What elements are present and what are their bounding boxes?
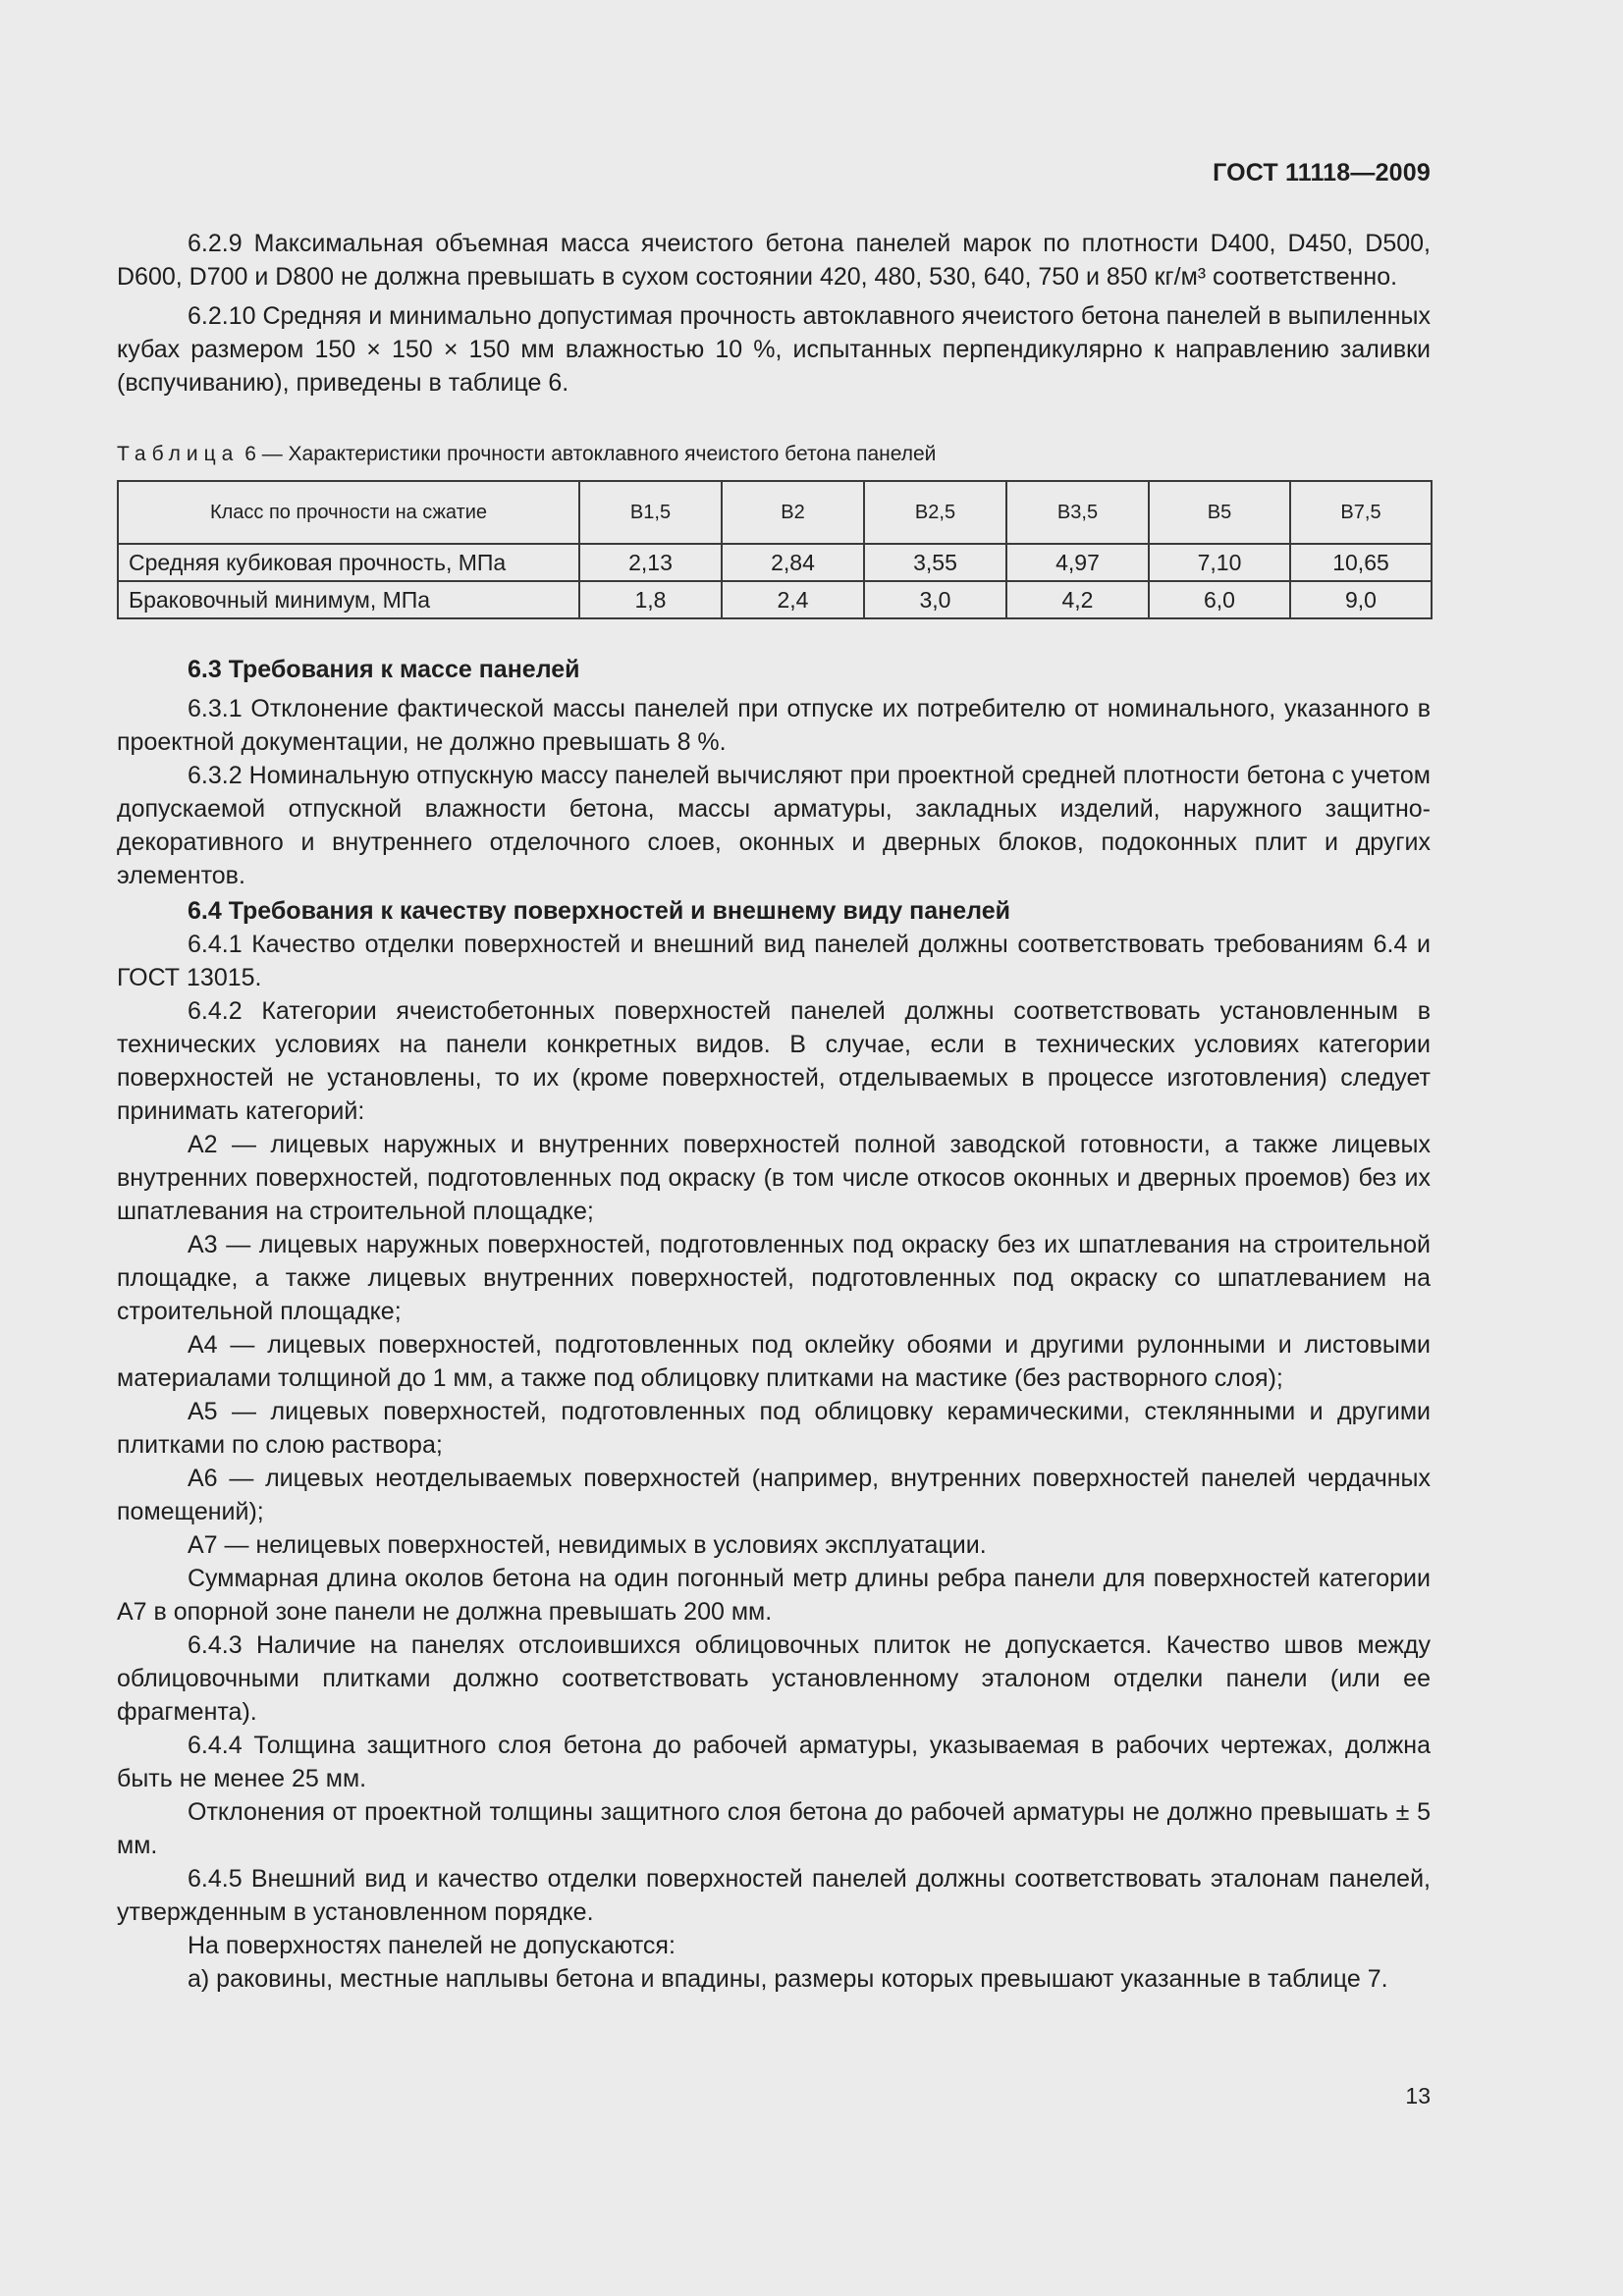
paragraph-cover-deviation: Отклонения от проектной толщины защитного слоя бетона до рабочей арматуры не должно превышать ± 5 мм. xyxy=(117,1798,1431,1859)
paragraph-category-a3: А3 — лицевых наружных поверхностей, подготовленных под окраску без их шпатлевания на строительной площадке, а также лицевых внутренних поверхностей, подготовленных под окраску со шпатлеванием на строительной площадке; xyxy=(117,1231,1431,1325)
table-caption xyxy=(117,441,1431,468)
table-row-label: Браковочный минимум, МПа xyxy=(118,581,579,618)
paragraph-6-4-1: 6.4.1 Качество отделки поверхностей и внешний вид панелей должны соответствовать требованиям 6.4 и ГОСТ 13015. xyxy=(117,931,1431,991)
table-header-cell: B7,5 xyxy=(1290,481,1432,544)
table-row xyxy=(118,544,1432,581)
paragraph-not-allowed: На поверхностях панелей не допускаются: xyxy=(188,1932,676,1959)
section-6-4-title: 6.4 Требования к качеству поверхностей и внешнему виду панелей xyxy=(188,897,1010,925)
table-header-label: Класс по прочности на сжатие xyxy=(118,481,579,544)
table-cell: 10,65 xyxy=(1290,544,1432,581)
paragraph-6-2-10: 6.2.10 Средняя и минимально допустимая прочность автоклавного ячеистого бетона панелей в выпиленных кубах размером 150 × 150 × 150 мм влажностью 10 %, испытанных перпендикулярно к направлению заливки (вспучиванию), приведены в таблице 6. xyxy=(117,302,1431,397)
table-row-label: Средняя кубиковая прочность, МПа xyxy=(118,544,579,581)
table-cell: 2,84 xyxy=(722,544,864,581)
table-caption-prefix: Таблица xyxy=(117,443,240,465)
strength-table xyxy=(117,480,1433,619)
paragraph-item-a: а) раковины, местные наплывы бетона и впадины, размеры которых превышают указанные в таблице 7. xyxy=(188,1965,1388,1993)
paragraph-category-a5: А5 — лицевых поверхностей, подготовленных под облицовку керамическими, стеклянными и другими плитками по слою раствора; xyxy=(117,1398,1431,1459)
table-cell: 7,10 xyxy=(1149,544,1290,581)
table-cell: 1,8 xyxy=(579,581,722,618)
document-body xyxy=(117,227,1431,1996)
paragraph-chips-length: Суммарная длина околов бетона на один погонный метр длины ребра панели для поверхностей категории А7 в опорной зоне панели не должна превышать 200 мм. xyxy=(117,1565,1431,1626)
paragraph-category-a6: А6 — лицевых неотделываемых поверхностей (например, внутренних поверхностей панелей чердачных помещений); xyxy=(117,1465,1431,1525)
table-cell: 4,2 xyxy=(1006,581,1149,618)
table-row xyxy=(118,581,1432,618)
table-header-cell: B3,5 xyxy=(1006,481,1149,544)
paragraph-6-4-2: 6.4.2 Категории ячеистобетонных поверхностей панелей должны соответствовать установленным в технических условиях на панели конкретных видов. В случае, если в технических условиях категории поверхностей не установлены, то их (кроме поверхностей, отделываемых в процессе изготовления) следует принимать категорий: xyxy=(117,997,1431,1125)
paragraph-category-a7: А7 — нелицевых поверхностей, невидимых в условиях эксплуатации. xyxy=(188,1531,987,1559)
paragraph-6-2-9: 6.2.9 Максимальная объемная масса ячеистого бетона панелей марок по плотности D400, D450, D500, D600, D700 и D800 не должна превышать в сухом состоянии 420, 480, 530, 640, 750 и 850 кг/м³ соответственно. xyxy=(117,230,1431,291)
table-caption-text: 6 — Характеристики прочности автоклавного ячеистого бетона панелей xyxy=(244,443,937,465)
table-header-cell: B1,5 xyxy=(579,481,722,544)
table-header-cell: B2 xyxy=(722,481,864,544)
table-header-row xyxy=(118,481,1432,544)
paragraph-6-3-2: 6.3.2 Номинальную отпускную массу панелей вычисляют при проектной средней плотности бетона с учетом допускаемой отпускной влажности бетона, массы арматуры, закладных изделий, наружного защитно-декоративного и внутреннего отделочного слоев, оконных и дверных блоков, подоконных плит и других элементов. xyxy=(117,762,1431,889)
paragraph-category-a2: А2 — лицевых наружных и внутренних поверхностей полной заводской готовности, а также лицевых внутренних поверхностей, подготовленных под окраску (в том числе откосов оконных и дверных проемов) без их шпатлевания на строительной площадке; xyxy=(117,1131,1431,1225)
table-cell: 2,4 xyxy=(722,581,864,618)
table-header-cell: B2,5 xyxy=(864,481,1006,544)
paragraph-6-4-5: 6.4.5 Внешний вид и качество отделки поверхностей панелей должны соответствовать эталонам панелей, утвержденным в установленном порядке. xyxy=(117,1865,1431,1926)
table-cell: 3,0 xyxy=(864,581,1006,618)
paragraph-6-3-1: 6.3.1 Отклонение фактической массы панелей при отпуске их потребителю от номинального, указанного в проектной документации, не должно превышать 8 %. xyxy=(117,695,1431,756)
table-cell: 2,13 xyxy=(579,544,722,581)
paragraph-6-4-3: 6.4.3 Наличие на панелях отслоившихся облицовочных плиток не допускается. Качество швов между облицовочными плитками должно соответствовать установленному эталоном отделки панели (или ее фрагмента). xyxy=(117,1631,1431,1726)
document-id-header: ГОСТ 11118—2009 xyxy=(1213,159,1431,187)
section-6-3-title: 6.3 Требования к массе панелей xyxy=(188,656,580,683)
table-cell: 9,0 xyxy=(1290,581,1432,618)
table-cell: 4,97 xyxy=(1006,544,1149,581)
table-cell: 6,0 xyxy=(1149,581,1290,618)
table-cell: 3,55 xyxy=(864,544,1006,581)
table-header-cell: B5 xyxy=(1149,481,1290,544)
page-number: 13 xyxy=(1405,2083,1431,2109)
paragraph-6-4-4: 6.4.4 Толщина защитного слоя бетона до рабочей арматуры, указываемая в рабочих чертежах, должна быть не менее 25 мм. xyxy=(117,1732,1431,1792)
paragraph-category-a4: А4 — лицевых поверхностей, подготовленных под оклейку обоями и другими рулонными и листовыми материалами толщиной до 1 мм, а также под облицовку плитками на мастике (без растворного слоя); xyxy=(117,1331,1431,1392)
